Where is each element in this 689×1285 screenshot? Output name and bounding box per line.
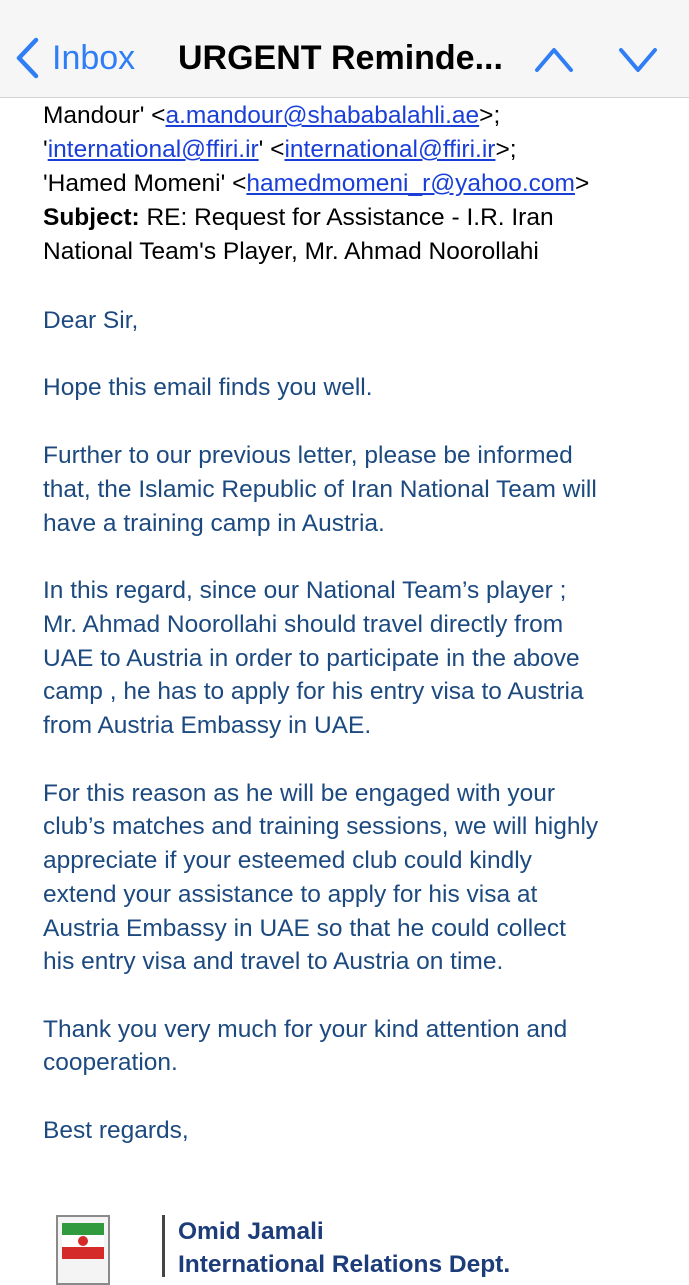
email-link[interactable]: a.mandour@shababalahli.ae	[165, 102, 480, 129]
signature-divider	[162, 1215, 165, 1277]
paragraph-line: that, the Islamic Republic of Iran National Team will	[43, 476, 597, 503]
recipient-line: 'Hamed Momeni' <hamedmomeni_r@yahoo.com>	[43, 170, 590, 197]
previous-message-button[interactable]	[534, 44, 574, 79]
nav-bar	[0, 0, 689, 98]
email-link[interactable]: international@ffiri.ir	[284, 136, 496, 163]
email-link[interactable]: international@ffiri.ir	[47, 136, 259, 163]
paragraph-line: For this reason as he will be engaged with your	[43, 780, 556, 807]
email-link[interactable]: hamedmomeni_r@yahoo.com	[246, 170, 575, 197]
chevron-left-icon	[14, 36, 42, 80]
paragraph-line: Further to our previous letter, please be informed	[43, 442, 573, 469]
paragraph-line: Mr. Ahmad Noorollahi should travel directly from	[43, 611, 564, 638]
subject-label: Subject:	[43, 204, 140, 231]
paragraph-line: Hope this email finds you well.	[43, 374, 373, 401]
paragraph-line: club’s matches and training sessions, we will highly	[43, 813, 599, 840]
signature-department: International Relations Dept.	[178, 1251, 511, 1278]
next-message-button[interactable]	[618, 44, 658, 79]
paragraph-line: extend your assistance to apply for his visa at	[43, 881, 538, 908]
back-label: Inbox	[52, 38, 136, 77]
paragraph-line: his entry visa and travel to Austria on time.	[43, 948, 504, 975]
subject-line: National Team's Player, Mr. Ahmad Noorollahi	[43, 238, 539, 265]
recipient-line: 'international@ffiri.ir' <international@ffiri.ir>;	[43, 136, 517, 163]
greeting: Dear Sir,	[43, 307, 139, 334]
paragraph-line: from Austria Embassy in UAE.	[43, 712, 372, 739]
email-subject-title: URGENT Reminde...	[178, 39, 503, 77]
paragraph-line: have a training camp in Austria.	[43, 510, 385, 537]
signature-name: Omid Jamali	[178, 1218, 324, 1245]
chevron-up-icon	[534, 44, 574, 74]
chevron-down-icon	[618, 44, 658, 74]
subject-line: Subject: RE: Request for Assistance - I.R. Iran	[43, 204, 554, 231]
back-to-inbox-button[interactable]	[14, 36, 135, 80]
paragraph-line: appreciate if your esteemed club could kindly	[43, 847, 532, 874]
paragraph-line: Thank you very much for your kind attention and	[43, 1016, 568, 1043]
paragraph-line: cooperation.	[43, 1049, 178, 1076]
closing: Best regards,	[43, 1117, 189, 1144]
federation-logo-icon	[56, 1215, 110, 1285]
recipient-line: Mandour' <a.mandour@shababalahli.ae>;	[43, 102, 501, 129]
paragraph-line: UAE to Austria in order to participate in the above	[43, 645, 580, 672]
paragraph-line: camp , he has to apply for his entry visa to Austria	[43, 678, 584, 705]
paragraph-line: In this regard, since our National Team’s player ;	[43, 577, 567, 604]
paragraph-line: Austria Embassy in UAE so that he could collect	[43, 915, 566, 942]
